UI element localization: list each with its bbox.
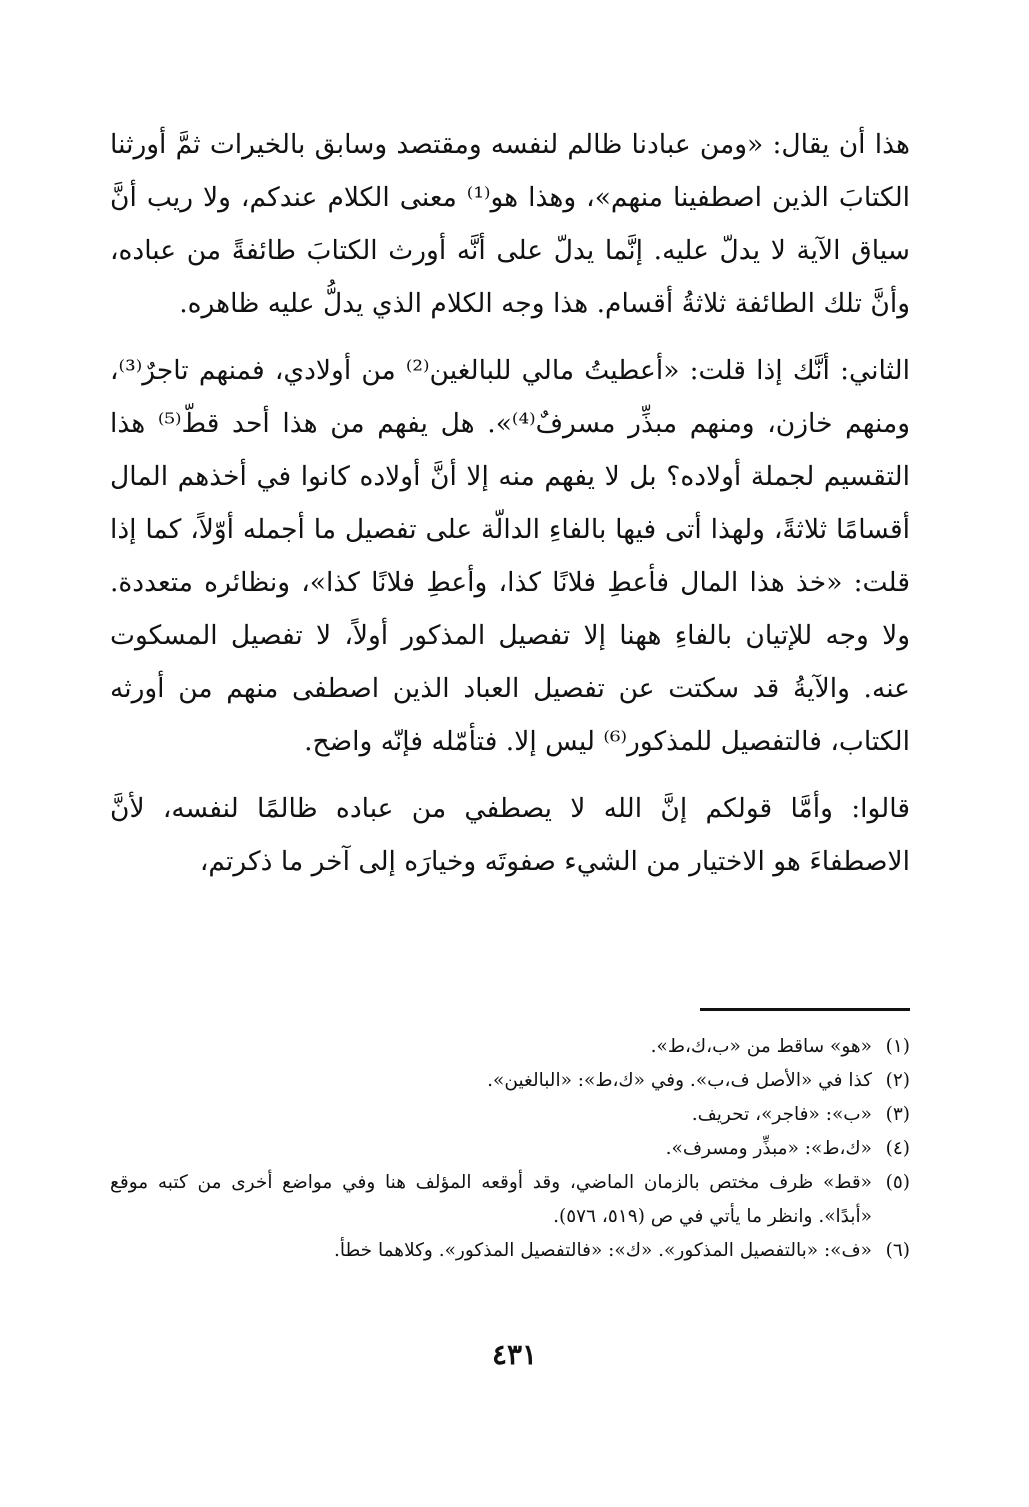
footnote-number: (٥) xyxy=(885,1172,910,1193)
footnote-number: (١) xyxy=(885,1036,910,1057)
footnote-text: كذا في «الأصل ف،ب». وفي «ك،ط»: «البالغين». xyxy=(487,1070,872,1091)
paragraph: هذا أن يقال: «ومن عبادنا ظالم لنفسه ومقتصد وسابق بالخيرات ثمَّ أورثنا الكتابَ الذين اصطفينا منهم»، وهذا هو⁽¹⁾ معنى الكلام عندكم، ولا ريب أنَّ سياق الآية لا يدلّ عليه. إنَّما يدلّ على أنَّه أورث الكتابَ طائفةً من عباده، وأنَّ تلك الطائفة ثلاثةُ أقسام. هذا وجه الكلام الذي يدلُّ عليه ظاهره. xyxy=(110,129,911,319)
footnote xyxy=(110,1132,910,1166)
footnote xyxy=(110,1166,910,1234)
paragraph: قالوا: وأمَّا قولكم إنَّ الله لا يصطفي من عباده ظالمًا لنفسه، لأنَّ الاصطفاءَ هو الاختيار من الشيء صفوتَه وخيارَه إلى آخر ما ذكرتم، xyxy=(110,793,910,877)
footnotes xyxy=(110,1030,910,1268)
footnote-text: «هو» ساقط من «ب،ك،ط». xyxy=(650,1036,872,1057)
footnote-text: «ف»: «بالتفصيل المذكور». «ك»: «فالتفصيل المذكور». وكلاهما خطأ. xyxy=(333,1240,872,1261)
footnote xyxy=(110,1098,910,1132)
footnote-number: (٤) xyxy=(885,1138,910,1159)
main-text xyxy=(110,118,910,888)
footnote-text: «قط» ظرف مختص بالزمان الماضي، وقد أوقعه المؤلف هنا وفي مواضع أخرى من كتبه موقع «أبدًا». وانظر ما يأتي في ص (٥١٩، ٥٧٦). xyxy=(110,1172,872,1227)
footnote-text: «ب»: «فاجر»، تحريف. xyxy=(691,1104,872,1125)
footnote-number: (٦) xyxy=(885,1240,910,1261)
footnote-divider xyxy=(700,1008,910,1011)
footnote xyxy=(110,1064,910,1098)
footnote xyxy=(110,1030,910,1064)
footnote-number: (٣) xyxy=(885,1104,910,1125)
footnote-text: «ك،ط»: «مبذِّر ومسرف». xyxy=(665,1138,872,1159)
footnote-number: (٢) xyxy=(885,1070,910,1091)
footnote xyxy=(110,1234,910,1268)
page-number: ٤٣١ xyxy=(491,1338,538,1371)
paragraph: الثاني: أنَّك إذا قلت: «أعطيتُ مالي للبالغين⁽²⁾ من أولادي، فمنهم تاجرٌ⁽³⁾، ومنهم خازن، ومنهم مبذِّر مسرفٌ⁽⁴⁾». هل يفهم من هذا أحد قطّ⁽⁵⁾ هذا التقسيم لجملة أولاده؟ بل لا يفهم منه إلا أنَّ أولاده كانوا في أخذهم المال أقسامًا ثلاثةً، ولهذا أتى فيها بالفاءِ الدالّة على تفصيل ما أجمله أوّلاً، كما إذا قلت: «خذ هذا المال فأعطِ فلانًا كذا، وأعطِ فلانًا كذا»، ونظائره متعددة. ولا وجه للإتيان بالفاءِ ههنا إلا تفصيل المذكور أولاً، لا تفصيل المسكوت عنه. والآيةُ قد سكتت عن تفصيل العباد الذين اصطفى منهم من أورثه الكتاب، فالتفصيل للمذكور⁽⁶⁾ ليس إلا. فتأمّله فإنّه واضح. xyxy=(110,355,910,757)
